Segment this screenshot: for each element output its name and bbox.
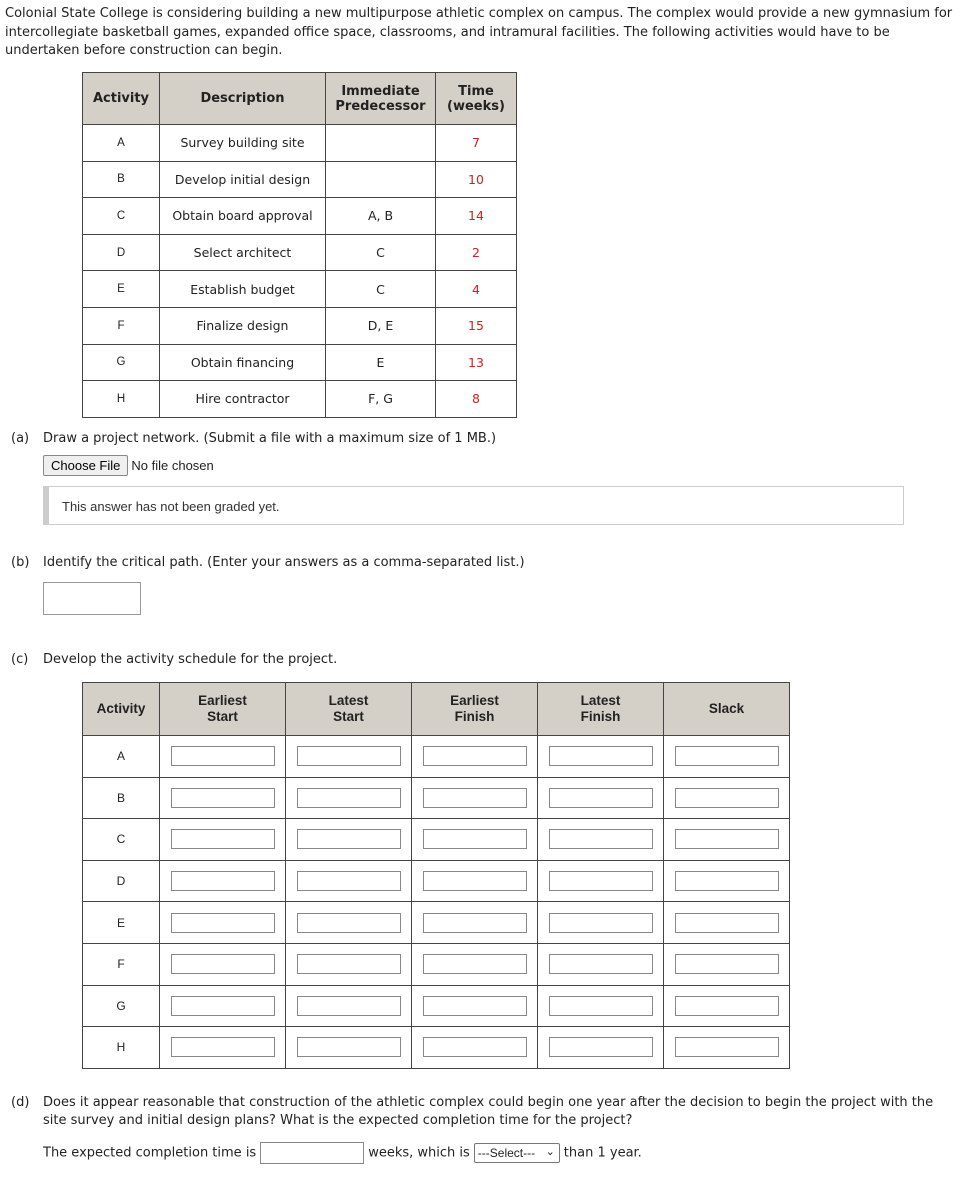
activity-cell: D: [83, 234, 160, 271]
latest-start-cell: [286, 985, 412, 1027]
schedule-activity-cell: E: [83, 902, 160, 944]
activity-table: [82, 72, 517, 418]
earliest-start-input[interactable]: [171, 788, 275, 808]
file-upload: [43, 455, 214, 476]
latest-finish-cell: [538, 1027, 664, 1069]
header-description: Description: [160, 73, 326, 125]
schedule-header-earliest-finish: [412, 683, 538, 736]
earliest-finish-cell: [412, 902, 538, 944]
earliest-finish-cell: [412, 943, 538, 985]
activity-cell: A: [83, 125, 160, 162]
table-row: [83, 198, 517, 235]
slack-cell: [664, 985, 790, 1027]
activity-cell: H: [83, 381, 160, 418]
time-cell: 13: [436, 344, 517, 381]
choose-file-button[interactable]: Choose File: [43, 455, 128, 476]
latest-finish-input[interactable]: [549, 1037, 653, 1057]
completion-time-input[interactable]: [260, 1142, 364, 1164]
chevron-down-icon: ⌄: [545, 1146, 555, 1158]
part-d-text: Does it appear reasonable that construction of the athletic complex could begin one year after the decision to begin the project with the site survey and initial design plans? What is the expected completion time for the project?: [43, 1095, 934, 1128]
schedule-header-latest-finish: [538, 683, 664, 736]
table-row: [83, 1027, 790, 1069]
slack-cell: [664, 860, 790, 902]
latest-start-input[interactable]: [297, 913, 401, 933]
part-a-question: [11, 431, 496, 446]
part-c-label: (c): [11, 652, 29, 667]
table-row: [83, 234, 517, 271]
earliest-finish-input[interactable]: [423, 788, 527, 808]
earliest-finish-input[interactable]: [423, 913, 527, 933]
description-cell: Select architect: [160, 234, 326, 271]
activity-cell: C: [83, 198, 160, 235]
schedule-activity-cell: F: [83, 943, 160, 985]
slack-cell: [664, 819, 790, 861]
description-cell: Obtain financing: [160, 344, 326, 381]
schedule-header-earliest-start: [160, 683, 286, 736]
part-d-label: (d): [11, 1095, 30, 1110]
latest-finish-cell: [538, 736, 664, 778]
table-row: [83, 819, 790, 861]
header-time: [436, 73, 517, 125]
earliest-start-label: Earliest Start: [198, 693, 247, 724]
table-row: [83, 271, 517, 308]
schedule-activity-cell: H: [83, 1027, 160, 1069]
description-cell: Survey building site: [160, 125, 326, 162]
earliest-finish-input[interactable]: [423, 954, 527, 974]
earliest-finish-cell: [412, 1027, 538, 1069]
earliest-finish-cell: [412, 736, 538, 778]
schedule-activity-cell: G: [83, 985, 160, 1027]
latest-finish-cell: [538, 819, 664, 861]
latest-start-input[interactable]: [297, 996, 401, 1016]
earliest-finish-cell: [412, 777, 538, 819]
slack-input[interactable]: [675, 1037, 779, 1057]
comparison-select[interactable]: [474, 1143, 560, 1163]
part-b-label: (b): [11, 555, 30, 570]
predecessor-cell: [326, 125, 436, 162]
slack-cell: [664, 902, 790, 944]
schedule-header-latest-start: [286, 683, 412, 736]
latest-start-input[interactable]: [297, 746, 401, 766]
latest-finish-cell: [538, 943, 664, 985]
latest-finish-cell: [538, 985, 664, 1027]
latest-finish-input[interactable]: [549, 996, 653, 1016]
header-time-label: Time (weeks): [447, 83, 505, 114]
latest-finish-cell: [538, 777, 664, 819]
latest-finish-input[interactable]: [549, 829, 653, 849]
schedule-header-slack: Slack: [664, 683, 790, 736]
table-row: [83, 125, 517, 162]
slack-input[interactable]: [675, 829, 779, 849]
description-cell: Develop initial design: [160, 161, 326, 198]
time-cell: 7: [436, 125, 517, 162]
earliest-finish-input[interactable]: [423, 871, 527, 891]
predecessor-cell: [326, 161, 436, 198]
table-row: [83, 902, 790, 944]
part-b-text: Identify the critical path. (Enter your answers as a comma-separated list.): [43, 555, 525, 570]
earliest-finish-cell: [412, 860, 538, 902]
latest-start-input[interactable]: [297, 788, 401, 808]
description-cell: Obtain board approval: [160, 198, 326, 235]
latest-start-cell: [286, 902, 412, 944]
latest-finish-input[interactable]: [549, 871, 653, 891]
header-activity: Activity: [83, 73, 160, 125]
latest-start-input[interactable]: [297, 829, 401, 849]
latest-finish-input[interactable]: [549, 746, 653, 766]
predecessor-cell: A, B: [326, 198, 436, 235]
table-row: [83, 307, 517, 344]
activity-cell: E: [83, 271, 160, 308]
table-row: [83, 736, 790, 778]
earliest-finish-input[interactable]: [423, 1037, 527, 1057]
predecessor-cell: E: [326, 344, 436, 381]
earliest-start-cell: [160, 902, 286, 944]
time-cell: 14: [436, 198, 517, 235]
completion-prefix: The expected completion time is: [43, 1145, 257, 1161]
completion-suffix: than 1 year.: [563, 1145, 642, 1161]
earliest-start-cell: [160, 860, 286, 902]
activity-cell: B: [83, 161, 160, 198]
latest-start-input[interactable]: [297, 871, 401, 891]
earliest-finish-input[interactable]: [423, 829, 527, 849]
earliest-finish-label: Earliest Finish: [450, 693, 499, 724]
part-a-label: (a): [11, 431, 30, 446]
schedule-activity-cell: C: [83, 819, 160, 861]
latest-start-cell: [286, 1027, 412, 1069]
intro-text: Colonial State College is considering building a new multipurpose athletic complex on campus. The complex would provide a new gymnasium for intercollegiate basketball games, expanded office space, classrooms, and intramural facilities. The following activities would have to be undertaken before construction can begin.: [5, 6, 953, 58]
schedule-activity-cell: D: [83, 860, 160, 902]
latest-finish-cell: [538, 860, 664, 902]
activity-cell: F: [83, 307, 160, 344]
part-b-question: [11, 555, 525, 570]
part-c-question: [11, 652, 337, 667]
part-a-text: Draw a project network. (Submit a file with a maximum size of 1 MB.): [43, 431, 497, 446]
time-cell: 8: [436, 381, 517, 418]
latest-start-cell: [286, 777, 412, 819]
earliest-finish-cell: [412, 819, 538, 861]
table-row: [83, 777, 790, 819]
part-d-question: [11, 1094, 951, 1130]
earliest-start-input[interactable]: [171, 746, 275, 766]
earliest-start-cell: [160, 985, 286, 1027]
slack-input[interactable]: [675, 788, 779, 808]
schedule-header-activity: Activity: [83, 683, 160, 736]
table-row: [83, 860, 790, 902]
earliest-start-cell: [160, 1027, 286, 1069]
earliest-finish-input[interactable]: [423, 996, 527, 1016]
predecessor-cell: C: [326, 271, 436, 308]
schedule-activity-cell: B: [83, 777, 160, 819]
predecessor-cell: C: [326, 234, 436, 271]
earliest-finish-cell: [412, 985, 538, 1027]
latest-finish-cell: [538, 902, 664, 944]
time-cell: 10: [436, 161, 517, 198]
earliest-start-cell: [160, 819, 286, 861]
earliest-start-input[interactable]: [171, 829, 275, 849]
earliest-start-input[interactable]: [171, 871, 275, 891]
part-c-text: Develop the activity schedule for the project.: [43, 652, 338, 667]
comparison-select-value: ---Select---: [477, 1145, 536, 1160]
completion-time-line: [43, 1142, 642, 1164]
description-cell: Hire contractor: [160, 381, 326, 418]
table-row: [83, 344, 517, 381]
latest-start-input[interactable]: [297, 1037, 401, 1057]
critical-path-input[interactable]: [43, 582, 141, 615]
predecessor-cell: D, E: [326, 307, 436, 344]
earliest-start-cell: [160, 943, 286, 985]
latest-start-cell: [286, 860, 412, 902]
earliest-start-input[interactable]: [171, 913, 275, 933]
slack-cell: [664, 1027, 790, 1069]
slack-input[interactable]: [675, 913, 779, 933]
description-cell: Establish budget: [160, 271, 326, 308]
latest-start-cell: [286, 943, 412, 985]
slack-cell: [664, 736, 790, 778]
slack-input[interactable]: [675, 871, 779, 891]
latest-start-label: Latest Start: [328, 693, 369, 724]
earliest-start-cell: [160, 777, 286, 819]
slack-cell: [664, 943, 790, 985]
table-row: [83, 943, 790, 985]
latest-finish-input[interactable]: [549, 788, 653, 808]
predecessor-cell: F, G: [326, 381, 436, 418]
table-row: [83, 381, 517, 418]
table-row: [83, 161, 517, 198]
earliest-start-cell: [160, 736, 286, 778]
earliest-start-input[interactable]: [171, 996, 275, 1016]
slack-input[interactable]: [675, 746, 779, 766]
grade-status-box: [43, 486, 904, 525]
slack-cell: [664, 777, 790, 819]
latest-start-input[interactable]: [297, 954, 401, 974]
table-row: [83, 985, 790, 1027]
activity-cell: G: [83, 344, 160, 381]
latest-finish-input[interactable]: [549, 913, 653, 933]
time-cell: 2: [436, 234, 517, 271]
earliest-start-input[interactable]: [171, 954, 275, 974]
slack-input[interactable]: [675, 996, 779, 1016]
header-predecessor-label: Immediate Predecessor: [335, 83, 426, 114]
header-predecessor: [326, 73, 436, 125]
latest-start-cell: [286, 736, 412, 778]
time-cell: 15: [436, 307, 517, 344]
time-cell: 4: [436, 271, 517, 308]
schedule-activity-cell: A: [83, 736, 160, 778]
file-status: No file chosen: [131, 458, 214, 473]
earliest-start-input[interactable]: [171, 1037, 275, 1057]
slack-input[interactable]: [675, 954, 779, 974]
earliest-finish-input[interactable]: [423, 746, 527, 766]
schedule-table: [82, 682, 790, 1069]
grade-status-text: This answer has not been graded yet.: [62, 499, 280, 514]
latest-finish-input[interactable]: [549, 954, 653, 974]
completion-middle: weeks, which is: [368, 1145, 470, 1161]
latest-finish-label: Latest Finish: [580, 693, 621, 724]
latest-start-cell: [286, 819, 412, 861]
description-cell: Finalize design: [160, 307, 326, 344]
